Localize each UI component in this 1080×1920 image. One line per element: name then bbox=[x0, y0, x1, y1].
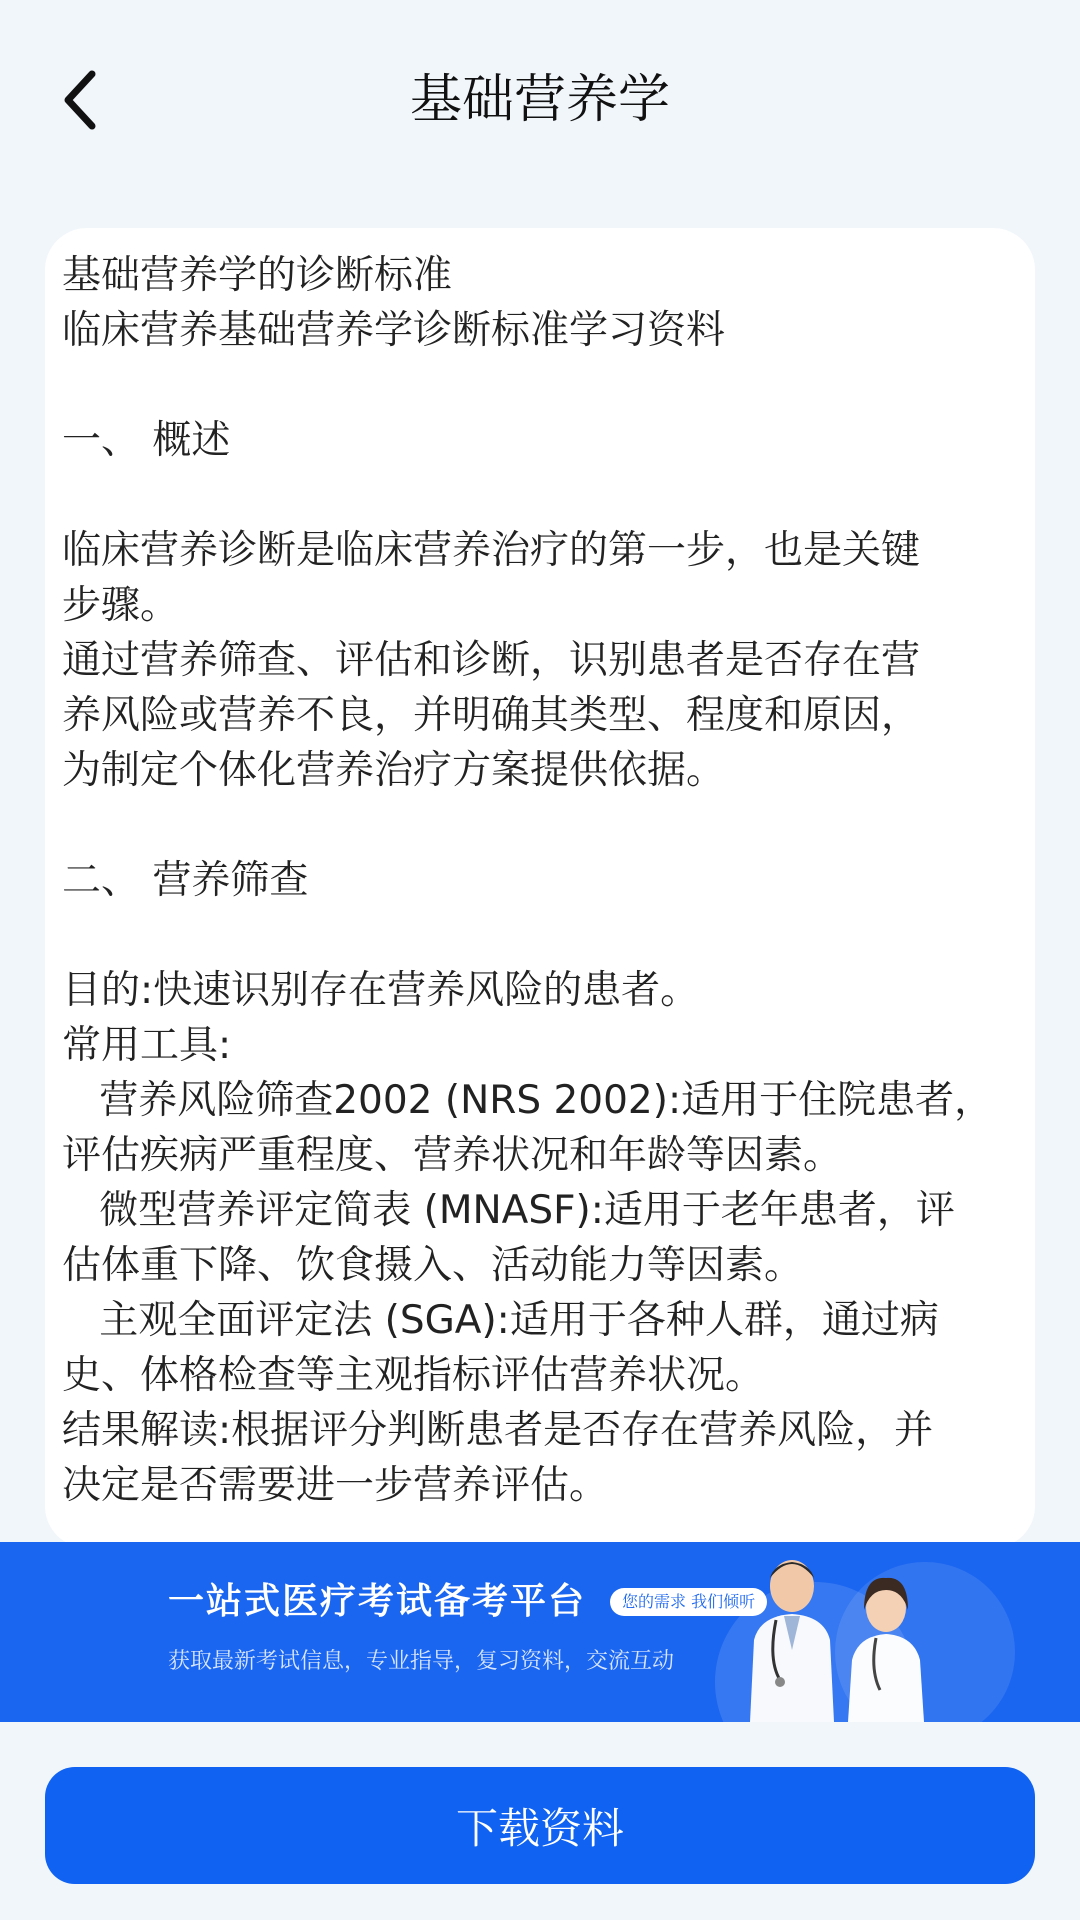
article-line: 常用工具: bbox=[62, 1023, 232, 1068]
article-line: 二、 营养筛查 bbox=[62, 858, 309, 903]
article-line: 临床营养诊断是临床营养治疗的第一步，也是关键 bbox=[62, 528, 921, 573]
article-line: 一、 概述 bbox=[62, 418, 231, 463]
article-line: 步骤。 bbox=[62, 583, 180, 628]
article-line: 目的:快速识别存在营养风险的患者。 bbox=[62, 968, 700, 1013]
article-line: 通过营养筛查、评估和诊断，识别患者是否存在营 bbox=[62, 638, 921, 683]
article-card bbox=[45, 228, 1035, 1548]
article-line: 结果解读:根据评分判断患者是否存在营养风险，并 bbox=[62, 1408, 934, 1453]
article-line: 营养风险筛查2002 (NRS 2002):适用于住院患者， bbox=[62, 1078, 994, 1123]
article-line: 基础营养学的诊断标准 bbox=[62, 253, 453, 298]
page-title: 基础营养学 bbox=[409, 70, 670, 130]
article-line: 主观全面评定法 (SGA):适用于各种人群，通过病 bbox=[62, 1298, 939, 1343]
article-line: 微型营养评定简表 (MNASF):适用于老年患者，评 bbox=[62, 1188, 955, 1233]
article-line bbox=[62, 358, 1017, 413]
article-line: 估体重下降、饮食摄入、活动能力等因素。 bbox=[62, 1243, 804, 1288]
article-line: 临床营养基础营养学诊断标准学习资料 bbox=[62, 308, 726, 353]
article-line bbox=[62, 798, 1017, 853]
article-line: 为制定个体化营养治疗方案提供依据。 bbox=[62, 748, 726, 793]
article-line: 史、体格检查等主观指标评估营养状况。 bbox=[62, 1353, 765, 1398]
article-line: 决定是否需要进一步营养评估。 bbox=[62, 1463, 609, 1508]
article-line bbox=[62, 468, 1017, 523]
banner-subtitle: 获取最新考试信息，专业指导，复习资料，交流互动 bbox=[168, 1649, 675, 1674]
banner-slogan-badge: 您的需求 我们倾听 bbox=[610, 1588, 767, 1616]
doctors-illustration bbox=[730, 1550, 940, 1722]
download-button[interactable]: 下载资料 bbox=[45, 1767, 1035, 1884]
article-line: 养风险或营养不良，并明确其类型、程度和原因， bbox=[62, 693, 921, 738]
banner-title: 一站式医疗考试备考平台 bbox=[168, 1581, 587, 1622]
top-bar bbox=[0, 0, 1080, 200]
article-content bbox=[62, 248, 1017, 1513]
promo-banner[interactable] bbox=[0, 1542, 1080, 1722]
article-line: 评估疾病严重程度、营养状况和年龄等因素。 bbox=[62, 1133, 843, 1178]
article-line bbox=[62, 908, 1017, 963]
